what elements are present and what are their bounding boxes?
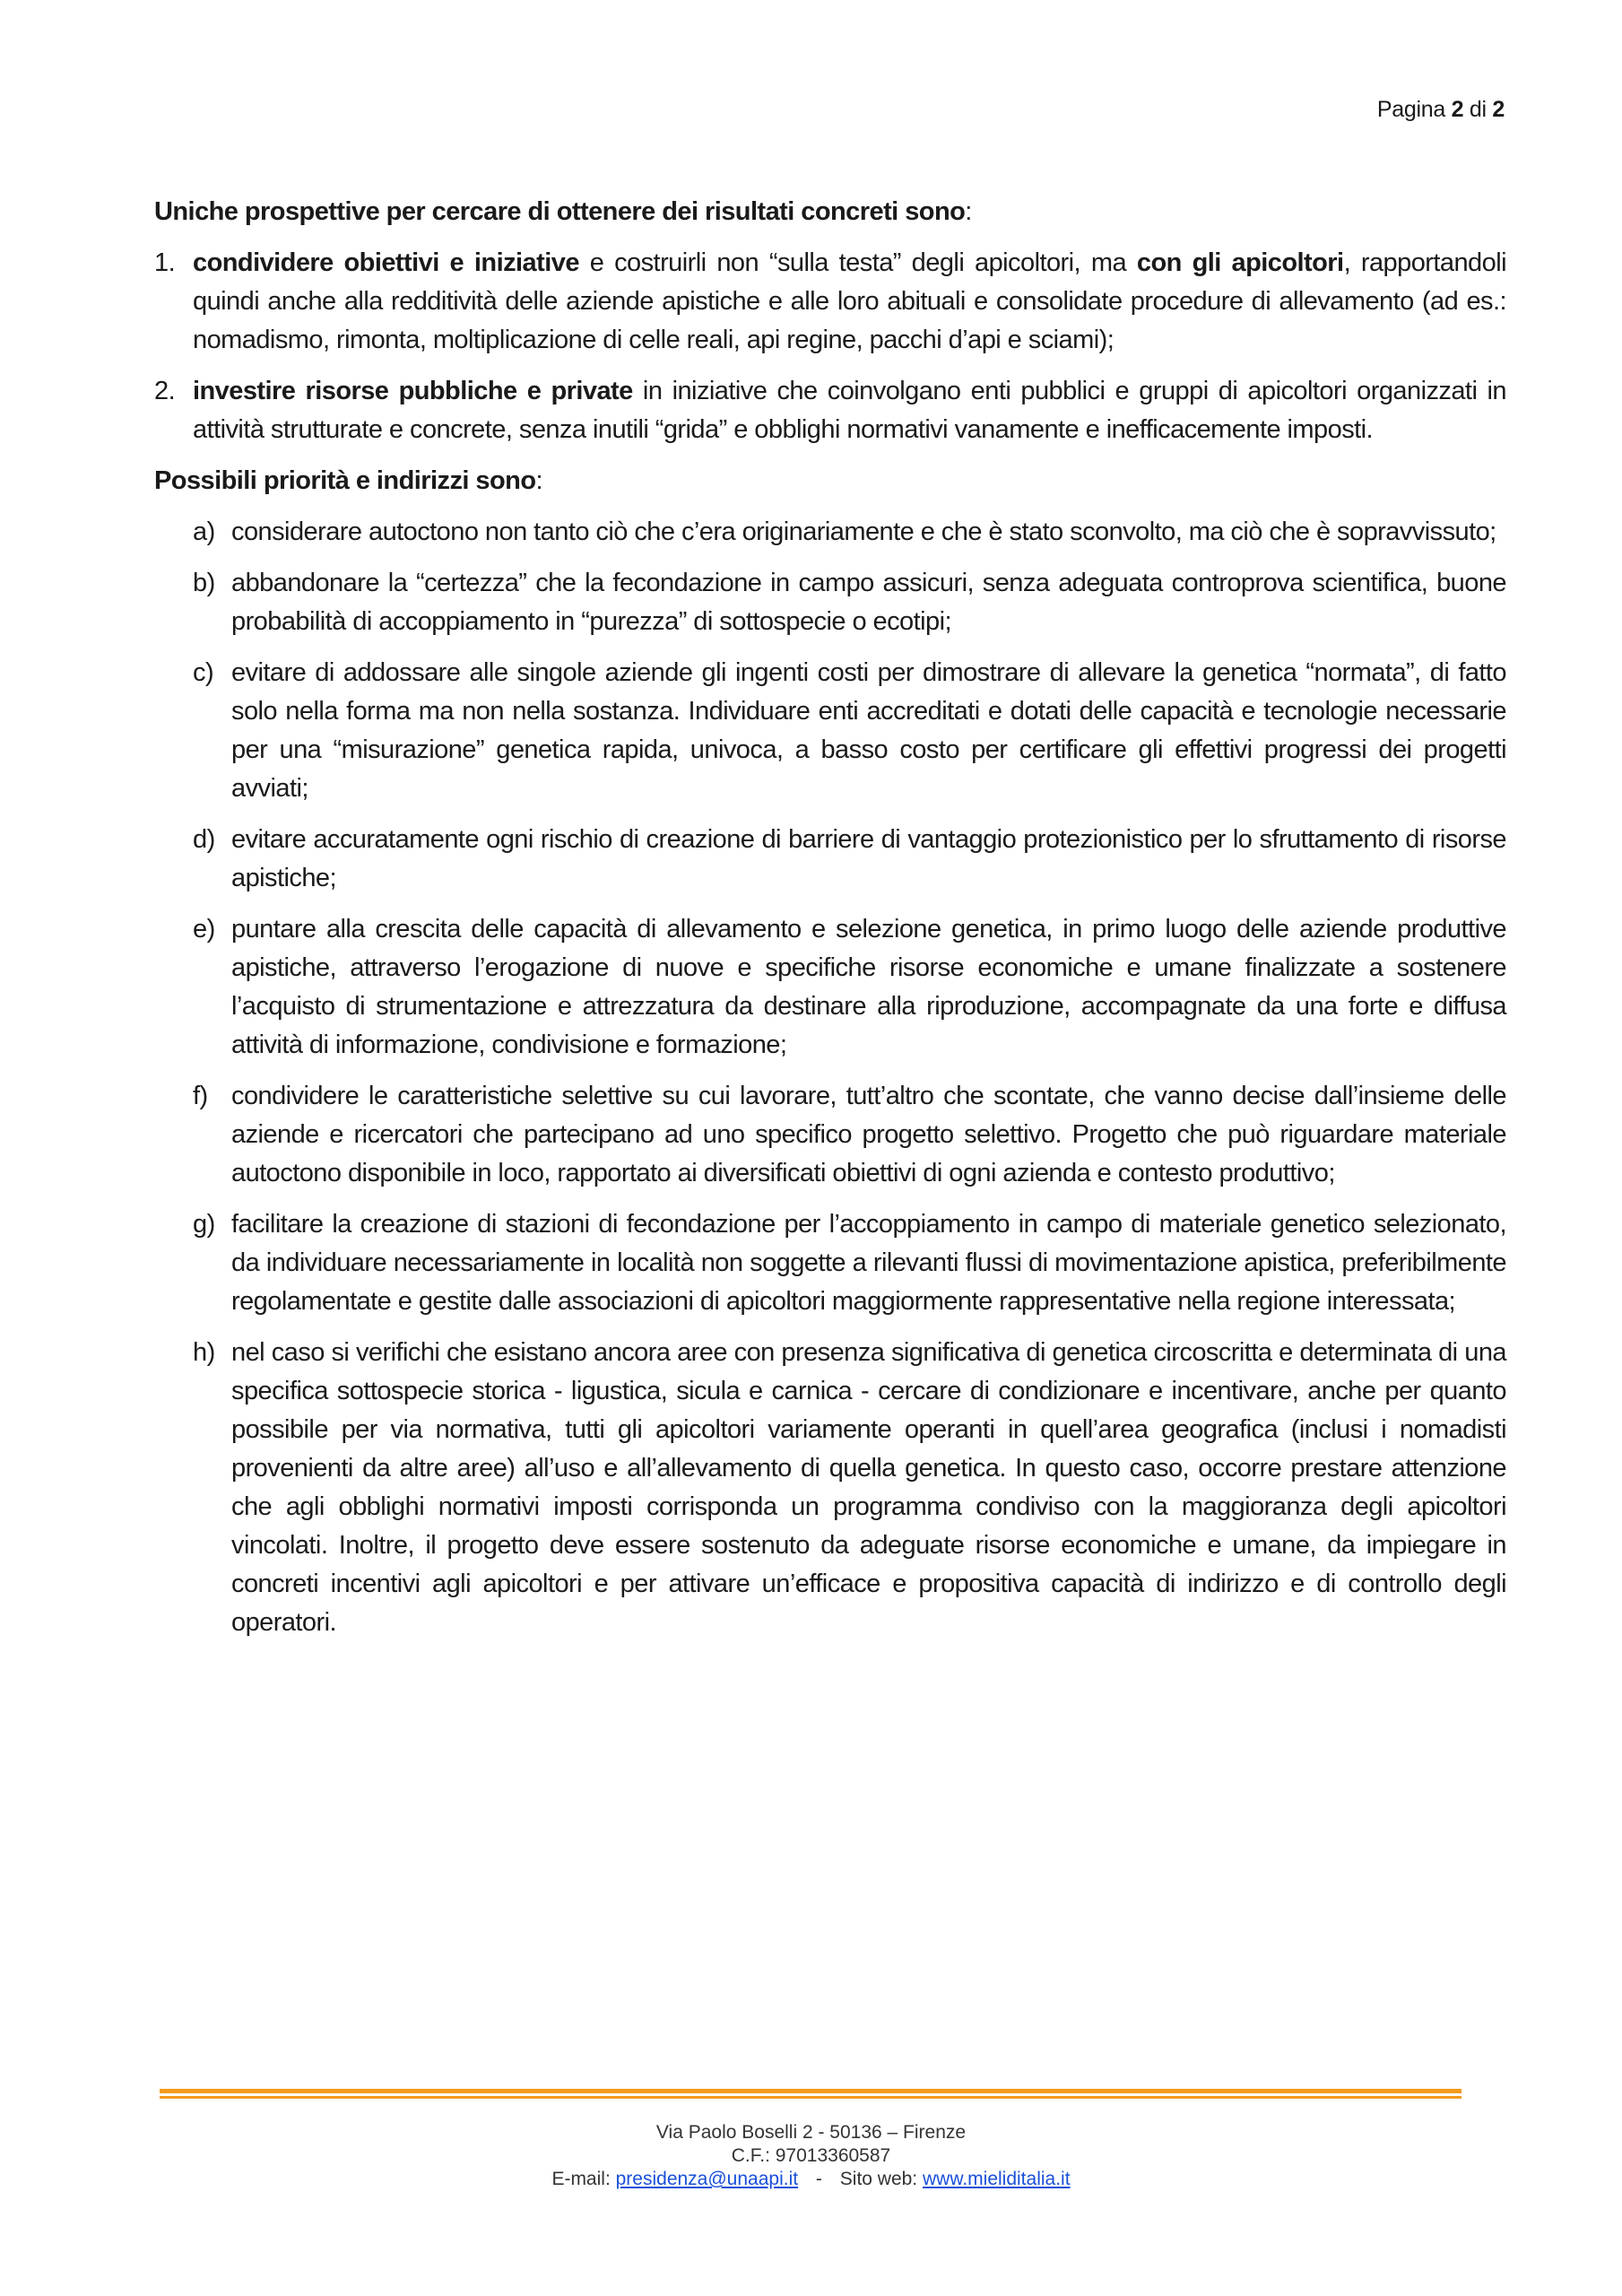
page-number — [1377, 97, 1505, 123]
email-link[interactable]: presidenza@unaapi.it — [615, 2169, 799, 2189]
priority-item-b — [154, 564, 1506, 641]
item-text: e costruirli non “sulla testa” degli apicoltori, ma — [578, 248, 1137, 277]
email-label: E-mail: — [551, 2169, 611, 2189]
list-marker: a) — [193, 517, 215, 546]
item-text: evitare accuratamente ogni rischio di creazione di barriere di vantaggio protezionistico per lo sfruttamento di risorse apistiche; — [231, 825, 1506, 892]
bold-phrase: con gli apicoltori — [1136, 248, 1344, 277]
website-link[interactable]: www.mieliditalia.it — [923, 2169, 1071, 2189]
list-marker: b) — [193, 569, 215, 597]
priorities-colon: : — [535, 466, 542, 495]
page-total: 2 — [1492, 97, 1505, 122]
footer-separator: - — [815, 2169, 822, 2189]
bold-phrase: investire risorse pubbliche e private — [193, 377, 633, 405]
footer-divider-thick — [160, 2089, 1462, 2093]
item-text: considerare autoctono non tanto ciò che c’era originariamente e che è stato sconvolto, ma ciò che è sopravvissuto; — [231, 517, 1496, 546]
priority-item-a — [154, 513, 1506, 552]
footer-divider-thin — [160, 2096, 1462, 2099]
priority-item-d — [154, 821, 1506, 898]
list-marker: f) — [193, 1082, 208, 1110]
item-text: condividere le caratteristiche selettive su cui lavorare, tutt’altro che scontate, che vanno decise dall’insieme delle aziende e ricercatori che partecipano ad uno specifico progetto selettivo. Progetto che può riguardare materiale autoctono disponibile in loco, rapportato ai diversificati obiettivi di ogni azienda e contesto produttivo; — [231, 1082, 1506, 1187]
list-marker: 2. — [154, 377, 176, 405]
list-marker: g) — [193, 1210, 215, 1239]
footer — [0, 2121, 1622, 2191]
document-body — [154, 193, 1506, 1655]
item-text: in iniziative che coinvolgano enti pubblici e gruppi di apicoltori organizzati in attività strutturate e concrete, senza inutili “grida” e obblighi normativi vanamente e inefficacemente imposti. — [193, 377, 1506, 444]
numbered-item-1 — [154, 244, 1506, 360]
page-mid: di — [1463, 97, 1493, 122]
intro-line — [154, 193, 1506, 231]
list-marker: d) — [193, 825, 215, 854]
intro-colon: : — [965, 197, 972, 226]
priority-item-h — [154, 1334, 1506, 1642]
footer-address: Via Paolo Boselli 2 - 50136 – Firenze — [655, 2122, 967, 2143]
list-marker: e) — [193, 915, 215, 944]
priority-item-e — [154, 910, 1506, 1065]
item-text: , rapportandoli quindi anche alla redditività delle aziende apistiche e alle loro abituali e consolidate procedure di allevamento (ad es.: nomadismo, rimonta, moltiplicazione di celle reali, api regine, pacchi d’api e sciami); — [193, 248, 1507, 354]
list-marker: 1. — [154, 248, 176, 277]
list-marker: h) — [193, 1338, 215, 1367]
priorities-heading-text: Possibili priorità e indirizzi sono — [154, 466, 536, 495]
item-text: nel caso si verifichi che esistano ancora aree con presenza significativa di genetica circoscritta e determinata di una specifica sottospecie storica - ligustica, sicula e carnica - cercare di condizionare e incentivare, anche per quanto possibile per via normativa, tutti gli apicoltori variamente operanti in quell’area geografica (inclusi i nomadisti provenienti da altre aree) all’uso e all’allevamento di quella genetica. In questo caso, occorre prestare attenzione che agli obblighi normativi imposti corrisponda un programma condiviso con la maggioranza degli apicoltori vincolati. Inoltre, il progetto deve essere sostenuto da adeguate risorse economiche e umane, da impiegare in concreti incentivi agli apicoltori e per attivare un’efficace e propositiva capacità di indirizzo e di controllo degli operatori. — [231, 1338, 1506, 1637]
footer-divider — [160, 2089, 1462, 2100]
numbered-list — [154, 244, 1506, 449]
priority-item-c — [154, 654, 1506, 808]
page-prefix: Pagina — [1376, 97, 1452, 122]
footer-tax-code: C.F.: 97013360587 — [731, 2145, 891, 2166]
website-label: Sito web: — [839, 2169, 918, 2189]
numbered-item-2 — [154, 372, 1506, 449]
footer-contacts — [0, 2168, 1622, 2191]
item-text: facilitare la creazione di stazioni di fecondazione per l’accoppiamento in campo di materiale genetico selezionato, da individuare necessariamente in località non soggette a rilevanti flussi di movimentazione apistica, preferibilmente regolamentate e gestite dalle associazioni di apicoltori maggiormente rappresentative nella regione interessata; — [231, 1210, 1506, 1316]
priority-item-g — [154, 1205, 1506, 1321]
page-current: 2 — [1451, 97, 1464, 122]
priority-item-f — [154, 1077, 1506, 1193]
priorities-list — [154, 513, 1506, 1642]
bold-phrase: condividere obiettivi e iniziative — [193, 248, 579, 277]
item-text: evitare di addossare alle singole aziende gli ingenti costi per dimostrare di allevare la genetica “normata”, di fatto solo nella forma ma non nella sostanza. Individuare enti accreditati e dotati delle capacità e tecnologie necessarie per una “misurazione” genetica rapida, univoca, a basso costo per certificare gli effettivi progressi dei progetti avviati; — [231, 658, 1506, 803]
priorities-heading — [154, 462, 1506, 500]
item-text: abbandonare la “certezza” che la fecondazione in campo assicuri, senza adeguata controprova scientifica, buone probabilità di accoppiamento in “purezza” di sottospecie o ecotipi; — [231, 569, 1506, 636]
list-marker: c) — [193, 658, 214, 687]
item-text: puntare alla crescita delle capacità di allevamento e selezione genetica, in primo luogo delle aziende produttive apistiche, attraverso l’erogazione di nuove e specifiche risorse economiche e umane finalizzate a sostenere l’acquisto di strumentazione e attrezzatura da destinare alla riproduzione, accompagnate da una forte e diffusa attività di informazione, condivisione e formazione; — [231, 915, 1506, 1059]
intro-text: Uniche prospettive per cercare di ottenere dei risultati concreti sono — [154, 197, 966, 226]
